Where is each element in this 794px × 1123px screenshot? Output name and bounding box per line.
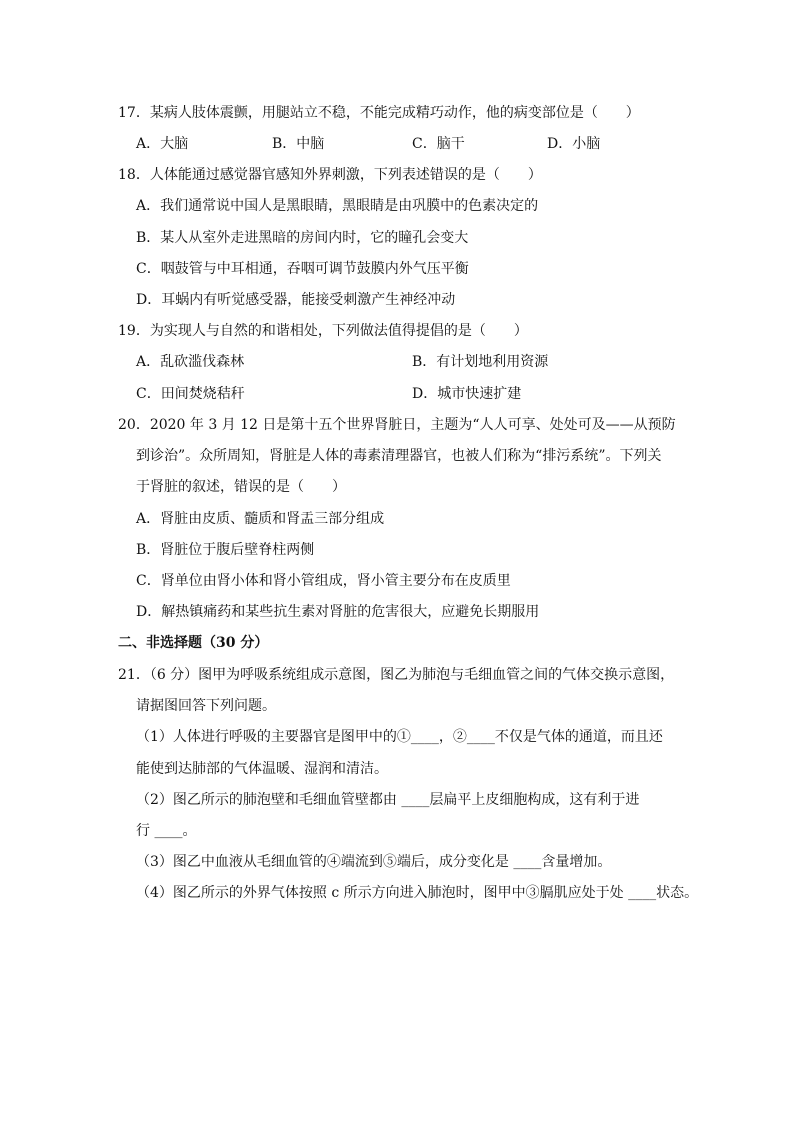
- question-19-options-row-2: [0, 384, 794, 404]
- question-18-stem: 18．人体能通过感觉器官感知外界刺激，下列表述错误的是（ ）: [118, 167, 542, 183]
- question-20-stem-line-3: 于肾脏的叙述，错误的是（ ）: [136, 479, 346, 495]
- question-21-stem-line-1: 21．（6 分）图甲为呼吸系统组成示意图，图乙为肺泡与毛细血管之间的气体交换示意图，: [118, 667, 675, 683]
- question-18-option-c: C．咽鼓管与中耳相通，吞咽可调节鼓膜内外气压平衡: [136, 261, 469, 277]
- question-17-stem: 17．某病人肢体震颤，用腿站立不稳，不能完成精巧动作，他的病变部位是（ ）: [118, 105, 640, 121]
- question-21-stem-line-2: 请据图回答下列问题。: [136, 698, 276, 714]
- question-21-part-3: （3）图乙中血液从毛细血管的④端流到⑤端后，成分变化是 ____含量增加。: [136, 854, 612, 870]
- question-19-option-a: A．乱砍滥伐森林: [136, 354, 245, 370]
- question-21-part-1-line-1: （1）人体进行呼吸的主要器官是图甲中的①____，②____不仅是气体的通道，而且还: [136, 729, 663, 745]
- section-2-heading: 二、非选择题（30 分）: [118, 635, 269, 651]
- question-20-option-d: D．解热镇痛药和某些抗生素对肾脏的危害很大，应避免长期服用: [136, 604, 540, 620]
- question-17-options: [0, 134, 794, 154]
- question-20-option-c: C．肾单位由肾小体和肾小管组成，肾小管主要分布在皮质里: [136, 573, 511, 589]
- question-18-option-b: B．某人从室外走进黑暗的房间内时，它的瞳孔会变大: [136, 230, 469, 246]
- question-20-stem-line-1: 20．2020 年 3 月 12 日是第十五个世界肾脏日，主题为“人人可享、处处可及——从预防: [118, 417, 676, 433]
- question-17-option-c: C．脑干: [412, 136, 465, 152]
- question-19-option-c: C．田间焚烧秸秆: [136, 386, 245, 402]
- question-18-option-d: D．耳蜗内有听觉感受器，能接受刺激产生神经冲动: [136, 292, 456, 308]
- question-20-option-b: B．肾脏位于腹后壁脊柱两侧: [136, 542, 315, 558]
- question-17-option-a: A．大脑: [136, 136, 189, 152]
- question-20-stem-line-2: 到诊治”。众所周知，肾脏是人体的毒素清理器官，也被人们称为“排污系统”。下列关: [136, 448, 662, 464]
- question-19-option-b: B．有计划地利用资源: [412, 354, 549, 370]
- question-19-option-d: D．城市快速扩建: [412, 386, 522, 402]
- question-17-option-b: B．中脑: [272, 136, 325, 152]
- question-21-part-2-line-2: 行 ____。: [136, 823, 197, 839]
- question-17-option-d: D．小脑: [547, 136, 601, 152]
- question-21-part-1-line-2: 能使到达肺部的气体温暖、湿润和清洁。: [136, 761, 388, 777]
- question-18-option-a: A．我们通常说中国人是黑眼睛，黑眼睛是由巩膜中的色素决定的: [136, 198, 539, 214]
- question-21-part-2-line-1: （2）图乙所示的肺泡壁和毛细血管壁都由 ____层扁平上皮细胞构成，这有利于进: [136, 792, 640, 808]
- question-21-part-4: （4）图乙所示的外界气体按照 c 所示方向进入肺泡时，图甲中③膈肌应处于处 ____状态。: [136, 885, 699, 901]
- question-19-stem: 19．为实现人与自然的和谐相处，下列做法值得提倡的是（ ）: [118, 323, 528, 339]
- question-19-options-row-1: [0, 352, 794, 372]
- question-20-option-a: A．肾脏由皮质、髓质和肾盂三部分组成: [136, 511, 385, 527]
